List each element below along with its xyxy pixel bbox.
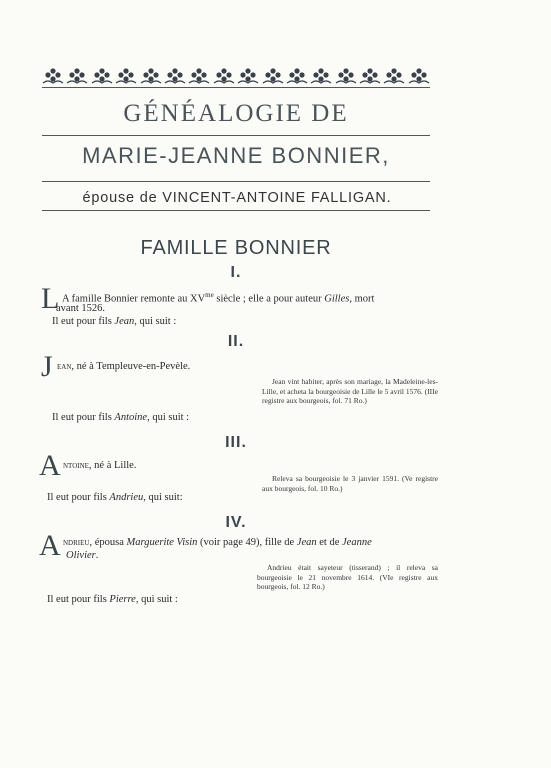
- section-2-note: Jean vint habiter, après son mariage, la Madeleine-les-Lille, et acheta la bourgeoisie de Lille le 5 avril 1576. (IIIe registre aux bourgeois, fol. 71 Ro.): [262, 377, 438, 406]
- section-1-text: A famille Bonnier remonte au $XV^{me}$ siècle ; elle a pour auteur Gilles, mort: [62, 291, 375, 305]
- flower-icon: [286, 65, 308, 85]
- flower-icon: [213, 65, 235, 85]
- section-numeral-3: III.: [225, 434, 247, 451]
- flower-icon: [383, 65, 405, 85]
- flower-icon: [115, 65, 137, 85]
- dropcap-2: J: [41, 350, 53, 383]
- floral-ornament-border: [42, 64, 430, 86]
- section-4-text: ndrieu, épousa Marguerite Visin (voir page 49), fille de Jean et de Jeanne: [63, 537, 372, 548]
- spouse-subtitle: épouse de VINCENT-ANTOINE FALLIGAN.: [82, 190, 392, 206]
- subject-name: MARIE-JEANNE BONNIER,: [82, 143, 390, 168]
- flower-icon: [66, 65, 88, 85]
- flower-icon: [359, 65, 381, 85]
- section-3-note: Releva sa bourgeoisie le 3 janvier 1591. (Ve registre aux bourgeois, fol. 10 Ro.): [262, 474, 438, 493]
- section-4-child: Il eut pour fils Pierre, qui suit :: [47, 594, 178, 605]
- section-3-child: Il eut pour fils Andrieu, qui suit:: [47, 492, 183, 503]
- flower-icon: [42, 65, 64, 85]
- dropcap-4: A: [39, 529, 61, 562]
- ornament-rule: [42, 87, 430, 88]
- flower-icon: [237, 65, 259, 85]
- flower-icon: [140, 65, 162, 85]
- section-3-text: ntoine, né à Lille.: [63, 460, 137, 471]
- flower-icon: [91, 65, 113, 85]
- dropcap-1: L: [41, 282, 60, 315]
- flower-icon: [408, 65, 430, 85]
- flower-icon: [310, 65, 332, 85]
- title-rule-top: [42, 135, 430, 136]
- section-numeral-1: I.: [230, 264, 242, 281]
- section-2-child: Il eut pour fils Antoine, qui suit :: [52, 412, 190, 423]
- section-4-note: Andrieu était sayeteur (tisserand) ; il releva sa bourgeoisie le 21 novembre 1614. (VIe registre aux bourgeois, fol. 12 Ro.): [257, 563, 438, 592]
- section-numeral-4: IV.: [225, 514, 247, 531]
- flower-icon: [164, 65, 186, 85]
- flower-icon: [188, 65, 210, 85]
- family-heading: FAMILLE BONNIER: [140, 237, 332, 259]
- section-4-text-line2: Olivier.: [66, 550, 99, 561]
- subtitle-rule: [42, 210, 430, 211]
- title-rule-bottom: [42, 181, 430, 182]
- section-1-child: Il eut pour fils Jean, qui suit :: [52, 316, 177, 327]
- section-1-text-line2: avant 1526.: [56, 303, 105, 314]
- flower-icon: [262, 65, 284, 85]
- flower-icon: [335, 65, 357, 85]
- section-numeral-2: II.: [227, 333, 245, 350]
- section-2-text: ean, né à Templeuve-en-Pevèle.: [57, 361, 191, 372]
- dropcap-3: A: [39, 449, 61, 482]
- page-title: GÉNÉALOGIE DE: [123, 100, 349, 127]
